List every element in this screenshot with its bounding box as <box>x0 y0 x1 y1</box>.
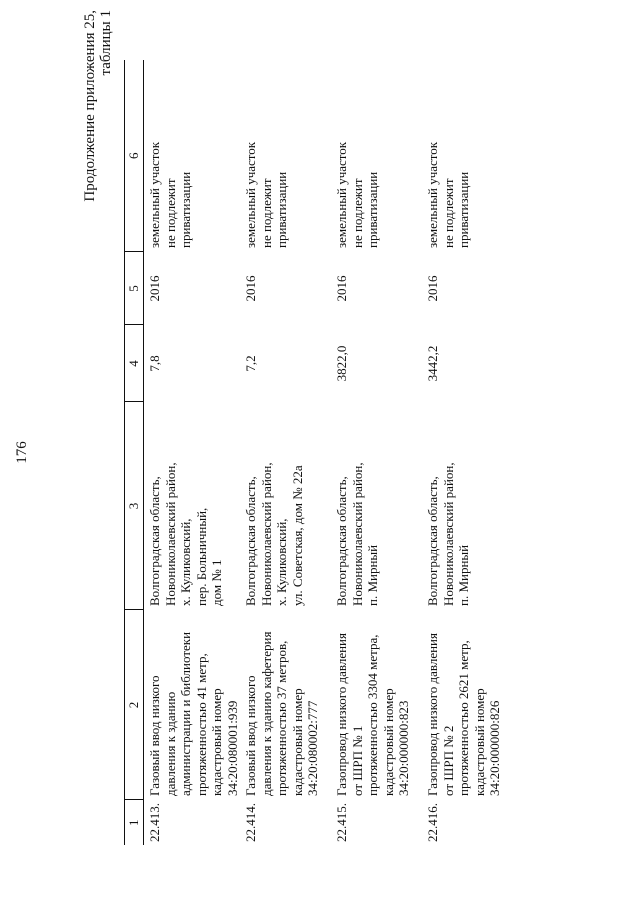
area-cell: 3822,0 <box>334 345 349 382</box>
object-name-line: 34:20:000000:823 <box>396 700 411 796</box>
address-cell <box>240 402 331 610</box>
note-cell <box>422 60 513 252</box>
object-name-line: Газовый ввод низкого <box>243 675 258 796</box>
column-header: 1 <box>125 800 144 845</box>
object-name-cell <box>422 610 513 800</box>
column-header: 4 <box>125 325 144 402</box>
note-line: приватизации <box>365 171 380 248</box>
object-name-line: Газопровод низкого давления <box>425 633 440 796</box>
address-line: Новониколаевский район, <box>162 462 178 606</box>
object-name-line: протяженностью 37 метров, <box>274 640 289 796</box>
property-table <box>124 60 513 845</box>
address-line: Волгоградская область, <box>147 476 162 606</box>
object-name-line: от ШРП № 1 <box>349 725 365 796</box>
row-number: 22.414. <box>243 803 258 842</box>
note-line: не подлежит <box>440 178 456 248</box>
object-name-line: кадастровый номер <box>471 688 487 796</box>
row-number: 22.413. <box>147 803 162 842</box>
address-line: х. Куликовский, <box>274 518 289 606</box>
object-name-line: администрации и библиотеки <box>178 631 193 796</box>
note-line: земельный участок <box>334 141 349 248</box>
object-name-line: от ШРП № 2 <box>440 725 456 796</box>
object-name-line: кадастровый номер <box>209 688 224 796</box>
object-name-line: давления к зданию кафетерия <box>258 631 274 796</box>
note-cell <box>240 60 331 252</box>
column-header: 6 <box>125 60 144 252</box>
object-name-line: Газовый ввод низкого <box>147 675 162 796</box>
address-line: п. Мирный <box>365 544 380 606</box>
object-name-line: протяженностью 2621 метр, <box>456 640 471 796</box>
object-name-line: кадастровый номер <box>380 688 396 796</box>
address-line: х. Куликовский, <box>178 518 193 606</box>
address-line: Волгоградская область, <box>243 476 258 606</box>
column-header: 5 <box>125 252 144 325</box>
column-header: 2 <box>125 610 144 800</box>
note-line: не подлежит <box>162 178 178 248</box>
note-cell <box>144 60 241 252</box>
year-cell: 2016 <box>334 275 349 302</box>
address-cell <box>144 402 241 610</box>
continuation-line: Продолжение приложения 25, <box>82 10 98 202</box>
note-line: приватизации <box>274 171 289 248</box>
address-line: Волгоградская область, <box>425 476 440 606</box>
address-line: пер. Больничный, <box>193 507 209 606</box>
continuation-note <box>82 10 114 310</box>
note-line: земельный участок <box>147 141 162 248</box>
object-name-line: 34:20:000000:826 <box>487 700 502 796</box>
table-row <box>331 60 422 845</box>
note-cell <box>331 60 422 252</box>
address-line: п. Мирный <box>456 544 471 606</box>
column-header: 3 <box>125 402 144 610</box>
area-cell: 7,2 <box>243 355 258 372</box>
address-cell <box>331 402 422 610</box>
object-name-line: Газопровод низкого давления <box>334 633 349 796</box>
address-line: дом № 1 <box>209 559 224 606</box>
note-line: земельный участок <box>425 141 440 248</box>
row-number: 22.416. <box>425 803 440 842</box>
row-number: 22.415. <box>334 803 349 842</box>
object-name-cell <box>144 610 241 800</box>
object-name-line: протяженностью 41 метр, <box>193 653 209 796</box>
table-row <box>144 60 241 845</box>
address-cell <box>422 402 513 610</box>
note-line: приватизации <box>178 171 193 248</box>
note-line: земельный участок <box>243 141 258 248</box>
column-number-row <box>125 60 144 845</box>
note-line: приватизации <box>456 171 471 248</box>
area-cell: 3442,2 <box>425 345 440 382</box>
object-name-cell <box>240 610 331 800</box>
note-line: не подлежит <box>258 178 274 248</box>
note-line: не подлежит <box>349 178 365 248</box>
object-name-line: кадастровый номер <box>289 688 305 796</box>
area-cell: 7,8 <box>147 355 162 372</box>
object-name-line: давления к зданию <box>162 691 178 796</box>
address-line: Новониколаевский район, <box>440 462 456 606</box>
year-cell: 2016 <box>425 275 440 302</box>
page-number: 176 <box>14 441 30 464</box>
year-cell: 2016 <box>243 275 258 302</box>
object-name-line: 34:20:080001:939 <box>224 700 240 796</box>
object-name-line: 34:20:080002:777 <box>305 700 320 796</box>
address-line: Новониколаевский район, <box>349 462 365 606</box>
address-line: ул. Советская, дом № 22а <box>289 465 305 606</box>
address-line: Новониколаевский район, <box>258 462 274 606</box>
year-cell: 2016 <box>147 275 162 302</box>
address-line: Волгоградская область, <box>334 476 349 606</box>
continuation-line: таблицы 1 <box>98 10 114 76</box>
table-row <box>422 60 513 845</box>
object-name-cell <box>331 610 422 800</box>
table-row <box>240 60 331 845</box>
object-name-line: протяженностью 3304 метра, <box>365 634 380 796</box>
